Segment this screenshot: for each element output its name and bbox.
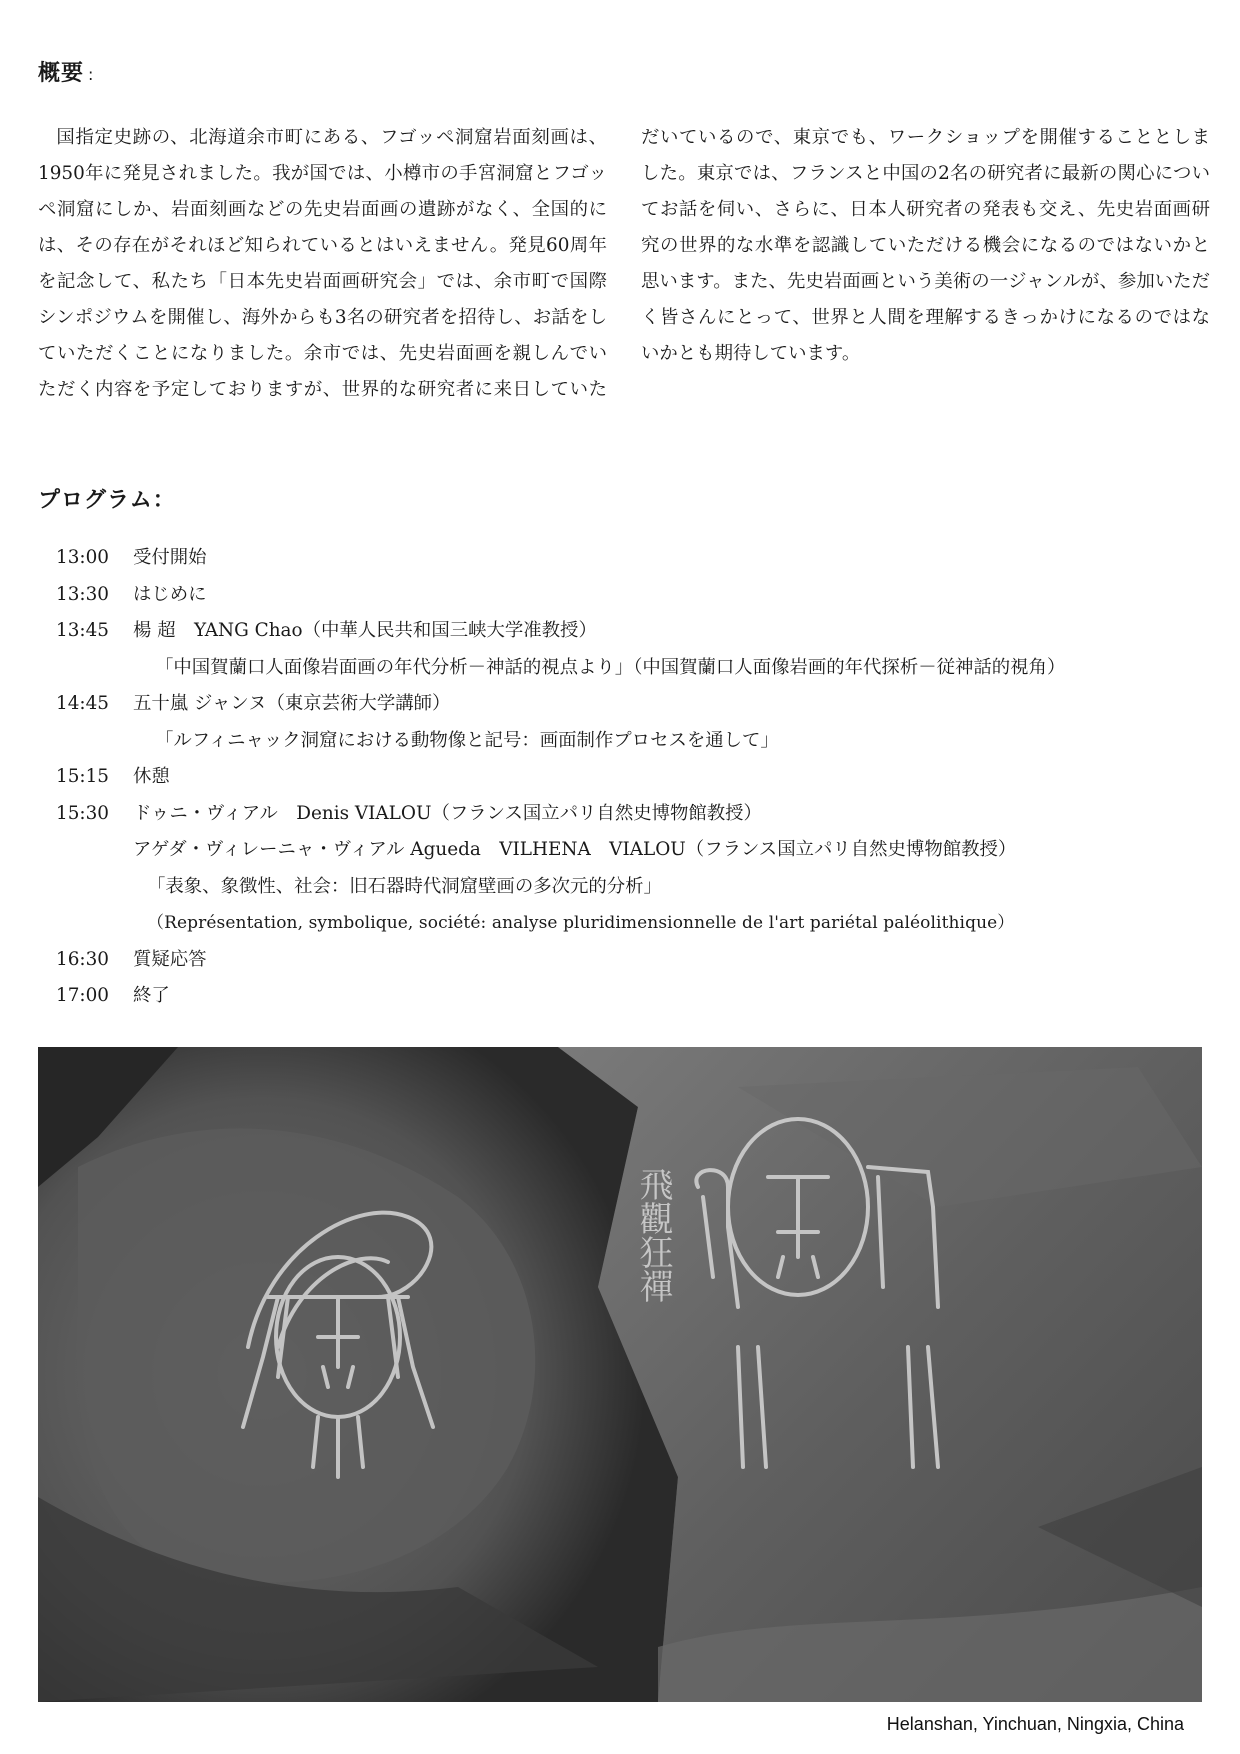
summary-heading-colon: : [88, 65, 95, 84]
program-time: 16:30 [56, 948, 109, 970]
photo-caption: Helanshan, Yinchuan, Ningxia, China [886, 1714, 1184, 1734]
program-item: 受付開始 [133, 547, 207, 568]
program-talk-title: 「表象、象徴性、社会：旧石器時代洞窟壁画の多次元的分析」 [147, 875, 662, 897]
summary-paragraph: 国指定史跡の、北海道余市町にある、フゴッペ洞窟岩面刻画は、1950年に発見されました。我が国では、小樽市の手宮洞窟とフゴッペ洞窟にしか、岩面刻画などの先史岩面画の遺跡がなく、全国的には、その存在がそれほど知られているとはいえません。発見60周年を記念して、私たち「日本先史岩面画研究会」では、余市町で国際シンポジウムを開催し、海外からも3名の研究者を招待し、お話をしていただくことになりました。余市では、先史岩面画を親しんでいただく内容を予定しておりますが、世界的な研究者に来日していただいているので、東京でも、ワークショップを開催することとしました。東京では、フランスと中国の2名の研究者に最新の関心についてお話を伺い、さらに、日本人研究者の発表も交え、先史岩面画研究の世界的な水準を認識していただける機会になるのではないかと思います。また、先史岩面画という美術の一ジャンルが、参加いただく皆さんにとって、世界と人間を理解するきっかけになるのではないかとも期待しています。 [38, 127, 1210, 400]
program-row [56, 978, 1216, 1015]
program-time: 15:30 [56, 802, 109, 824]
program-row [56, 613, 1216, 650]
program-row [56, 650, 1216, 687]
program-row [56, 577, 1216, 614]
program-row [56, 832, 1216, 869]
program-talk-title-french: （Représentation, symbolique, société: analyse pluridimensionnelle de l'art pariétal paléolithique） [147, 913, 1015, 933]
program-row [56, 905, 1216, 942]
program-row [56, 942, 1216, 979]
program-item: 終了 [133, 985, 170, 1006]
summary-body [38, 120, 1210, 442]
program-speaker: アゲダ・ヴィレーニャ・ヴィアル Agueda VILHENA VIALOU（フランス国立パリ自然史博物館教授） [133, 839, 1017, 860]
summary-heading-text: 概要 [38, 61, 85, 86]
program-item: 五十嵐 ジャンヌ（東京芸術大学講師） [133, 693, 451, 714]
program-row [56, 723, 1216, 760]
program-schedule [56, 540, 1216, 1015]
summary-heading [38, 56, 94, 87]
program-item: 楊 超 YANG Chao（中華人民共和国三峡大学准教授） [133, 620, 597, 641]
rock-art-photo [38, 1047, 1202, 1702]
program-time: 14:45 [56, 693, 109, 714]
program-item: 質疑応答 [133, 948, 207, 970]
program-time: 13:30 [56, 583, 109, 605]
program-talk-title: 「ルフィニャック洞窟における動物像と記号：画面制作プロセスを通して」 [155, 729, 779, 751]
rock-art-illustration [38, 1047, 1202, 1702]
program-row [56, 796, 1216, 833]
rock-inscription: 飛觀狂禪 [633, 1167, 673, 1303]
program-talk-title: 「中国賀蘭口人面像岩面画の年代分析－神話的視点より」（中国賀蘭口人面像岩画的年代探析－従神話的視角） [155, 656, 1066, 678]
program-time: 13:00 [56, 547, 109, 568]
program-time: 17:00 [56, 985, 109, 1006]
program-item: ドゥニ・ヴィアル Denis VIALOU（フランス国立パリ自然史博物館教授） [133, 802, 762, 824]
program-row [56, 540, 1216, 577]
program-row [56, 759, 1216, 796]
program-time: 15:15 [56, 766, 109, 787]
program-heading: プログラム： [38, 488, 176, 513]
program-item: 休憩 [133, 766, 170, 787]
program-row [56, 686, 1216, 723]
program-time: 13:45 [56, 620, 109, 641]
program-row [56, 869, 1216, 906]
program-item: はじめに [133, 583, 207, 605]
